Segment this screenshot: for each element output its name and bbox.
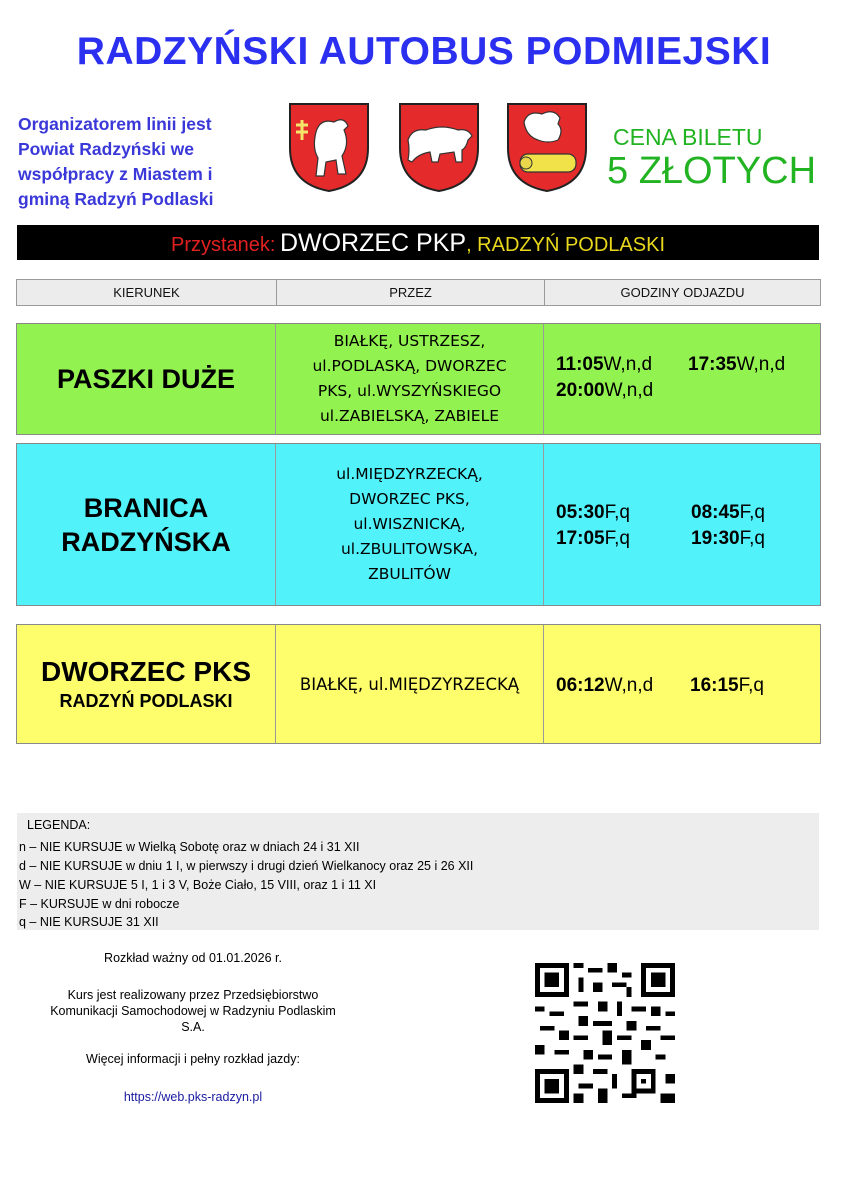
route-times — [544, 324, 820, 434]
legend-title: LEGENDA: — [27, 818, 91, 832]
route-via: BIAŁKĘ, ul.MIĘDZYRZECKĄ — [299, 674, 520, 694]
departure-time: 06:12W,n,d — [556, 675, 654, 696]
route-via: ul.MIĘDZYRZECKĄ, DWORZEC PKS, ul.WISZNICKĄ, ul.ZBULITOWSKA, ZBULITÓW — [336, 465, 483, 583]
legend-item: W – NIE KURSUJE 5 I, 1 i 3 V, Boże Ciało, 15 VIII, oraz 1 i 11 XI — [19, 878, 377, 892]
route-row-dworzec-pks — [16, 624, 821, 744]
page-title: RADZYŃSKI AUTOBUS PODMIEJSKI — [76, 30, 772, 73]
legend-item: n – NIE KURSUJE w Wielką Sobotę oraz w dniach 24 i 31 XII — [19, 840, 360, 854]
departure-time: 17:35W,n,d — [688, 354, 786, 375]
route-row-paszki — [16, 323, 821, 435]
table-header — [16, 279, 821, 306]
departure-time: 08:45F,q — [691, 502, 765, 523]
legend-item: d – NIE KURSUJE w dniu 1 I, w pierwszy i drugi dzień Wielkanocy oraz 25 i 26 XII — [19, 859, 474, 873]
price-value: 5 ZŁOTYCH — [607, 150, 817, 192]
departure-time: 16:15F,q — [690, 675, 764, 696]
route-via: BIAŁKĘ, USTRZESZ, ul.PODLASKĄ, DWORZEC PKS, ul.WYSZYŃSKIEGO ul.ZABIELSKĄ, ZABIELE — [312, 332, 507, 425]
legend-item: q – NIE KURSUJE 31 XII — [19, 915, 159, 929]
header-times: GODZINY ODJAZDU — [620, 285, 745, 300]
stop-name: DWORZEC PKP — [279, 229, 467, 257]
stop-banner — [17, 225, 819, 260]
header-via: PRZEZ — [277, 280, 545, 305]
crest-gmina-icon — [504, 100, 590, 194]
price-label: CENA BILETU — [613, 124, 763, 150]
route-row-branica — [16, 443, 821, 606]
departure-time: 20:00W,n,d — [556, 380, 654, 401]
route-destination: DWORZEC PKS RADZYŃ PODLASKI — [41, 656, 251, 711]
website-link[interactable]: https://web.pks-radzyn.pl — [123, 1090, 263, 1104]
departure-time: 05:30F,q — [556, 502, 630, 523]
more-info: Więcej informacji i pełny rozkład jazdy: — [86, 1052, 300, 1066]
departure-time: 19:30F,q — [691, 528, 765, 549]
crest-miasto-icon — [396, 100, 482, 194]
departure-time: 17:05F,q — [556, 528, 630, 549]
legend-item: F – KURSUJE w dni robocze — [19, 897, 180, 911]
crest-powiat-icon — [286, 100, 372, 194]
route-times — [544, 625, 820, 743]
departure-time: 11:05W,n,d — [556, 354, 653, 375]
qr-code-icon[interactable] — [535, 963, 675, 1103]
stop-city: , RADZYŃ PODLASKI — [466, 234, 665, 256]
route-times — [544, 444, 820, 605]
route-destination: BRANICA RADZYŃSKA — [61, 492, 231, 557]
route-destination: PASZKI DUŻE — [56, 364, 235, 394]
operator-info: Kurs jest realizowany przez Przedsiębiorstwo Komunikacji Samochodowej w Radzyniu Podlaskim S.A. — [50, 988, 336, 1034]
stop-label: Przystanek: — [171, 234, 276, 256]
header-direction: KIERUNEK — [17, 280, 277, 305]
valid-from: Rozkład ważny od 01.01.2026 r. — [104, 951, 282, 965]
organizer-text: Organizatorem linii jest Powiat Radzyński we współpracy z Miastem i gminą Radzyń Podlaski — [18, 114, 214, 209]
